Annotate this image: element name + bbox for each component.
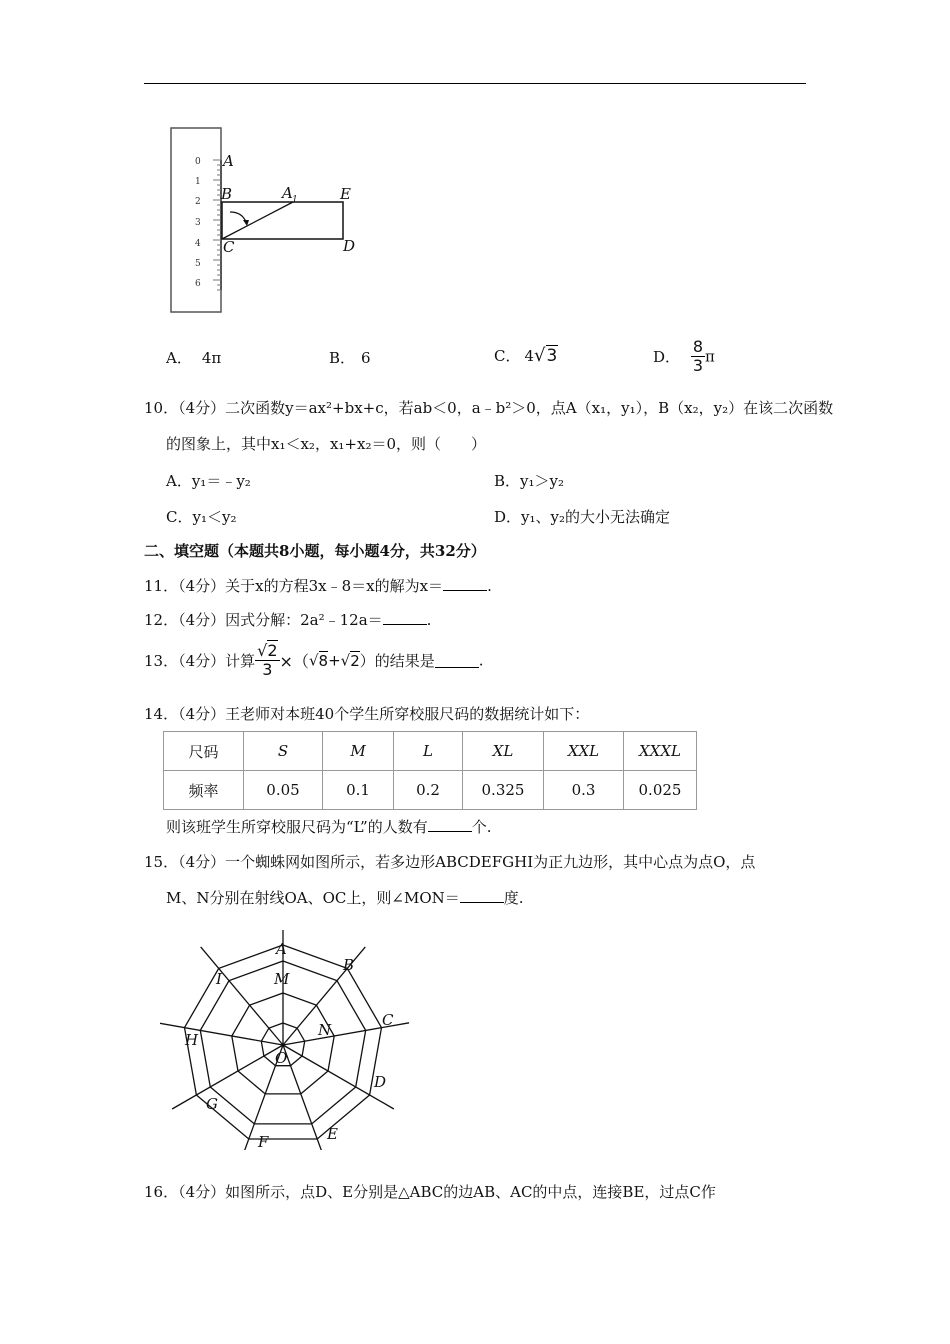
label-a: A xyxy=(223,152,234,170)
table-row xyxy=(164,732,697,771)
q9-option-a: A． 4π xyxy=(166,349,222,367)
table-cell: 0.025 xyxy=(624,771,697,810)
q13: 13．（4分）计算 $\frac{√2}{3}$ ×（√8+√2）的结果是 . xyxy=(144,641,484,679)
label-f: F xyxy=(258,1133,269,1150)
q10-option-c: C．y₁＜y₂ xyxy=(166,508,237,526)
q9-option-d: D． $\frac{8}{3}$ π xyxy=(653,337,715,375)
label-b: B xyxy=(343,956,355,974)
table-cell: 0.3 xyxy=(544,771,624,810)
label-c: C xyxy=(223,238,235,256)
q15-line2: M、N分别在射线OA、OC上，则∠MON＝ 度. xyxy=(166,889,524,907)
label-b: B xyxy=(221,185,233,203)
ruler-rectangle-figure xyxy=(160,120,390,320)
table-cell: XXL xyxy=(544,732,624,771)
label-a1-sub: 1 xyxy=(292,195,298,205)
label-g: G xyxy=(206,1095,218,1113)
label-a: A xyxy=(276,940,287,958)
label-a1: A xyxy=(282,184,293,202)
tick-label-0: 0 xyxy=(195,157,201,167)
size-frequency-table xyxy=(163,731,697,810)
header-rule xyxy=(144,83,806,84)
table-row xyxy=(164,771,697,810)
table-cell: L xyxy=(394,732,463,771)
table-cell: S xyxy=(244,732,323,771)
table-cell: XL xyxy=(463,732,544,771)
q10-line2: 的图象上，其中x₁＜x₂，x₁+x₂＝0，则（ ） xyxy=(166,435,487,453)
tick-label-3: 3 xyxy=(195,218,201,228)
label-c: C xyxy=(382,1011,394,1029)
label-h: H xyxy=(185,1031,199,1049)
label-m: M xyxy=(274,970,290,988)
q10-option-b: B．y₁＞y₂ xyxy=(494,472,564,490)
table-cell: XXXL xyxy=(624,732,697,771)
tick-label-1: 1 xyxy=(195,177,201,187)
q14-stem: 14．（4分）王老师对本班40个学生所穿校服尺码的数据统计如下： xyxy=(144,705,590,723)
label-d: D xyxy=(343,237,356,255)
table-cell: 0.05 xyxy=(244,771,323,810)
label-o: O xyxy=(275,1049,288,1067)
q10-line1: 10．（4分）二次函数y＝ax²+bx+c，若ab＜0，a﹣b²＞0，点A（x₁，y₁），B（x₂，y₂）在该二次函数 xyxy=(144,399,834,417)
web-ray xyxy=(283,1045,327,1150)
q11: 11．（4分）关于x的方程3x﹣8＝x的解为x＝ . xyxy=(144,577,492,595)
label-d: D xyxy=(374,1073,387,1091)
spider-web-figure xyxy=(160,930,420,1150)
table-cell: M xyxy=(323,732,394,771)
table-cell: 0.1 xyxy=(323,771,394,810)
q15-line1: 15．（4分）一个蜘蛛网如图所示，若多边形ABCDEFGHI为正九边形，其中心点为点O，点 xyxy=(144,853,756,871)
table-cell: 0.325 xyxy=(463,771,544,810)
q12: 12．（4分）因式分解：2a²﹣12a＝ . xyxy=(144,611,432,629)
q16-line1: 16．（4分）如图所示，点D、E分别是△ABC的边AB、AC的中点，连接BE，过点C作 xyxy=(144,1183,716,1201)
label-n: N xyxy=(318,1021,332,1039)
ruler-tick-labels xyxy=(195,157,201,289)
table-cell: 尺码 xyxy=(164,732,244,771)
q10-option-a: A．y₁＝﹣y₂ xyxy=(166,472,251,490)
table-cell: 频率 xyxy=(164,771,244,810)
tick-label-2: 2 xyxy=(195,197,201,207)
tick-label-4: 4 xyxy=(195,239,201,249)
q14-after: 则该班学生所穿校服尺码为“L”的人数有 个. xyxy=(166,818,492,836)
label-i: I xyxy=(216,970,222,988)
label-e: E xyxy=(340,185,351,203)
section-title: 二、填空题（本题共8小题，每小题4分，共32分） xyxy=(144,542,486,560)
q9-option-c: C． 4√3 xyxy=(494,345,558,366)
diagonal-ca1 xyxy=(222,202,293,239)
q9-option-b: B． 6 xyxy=(329,349,371,367)
tick-label-5: 5 xyxy=(195,259,201,269)
table-cell: 0.2 xyxy=(394,771,463,810)
web-ray xyxy=(201,947,283,1045)
q10-option-d: D．y₁、y₂的大小无法确定 xyxy=(494,508,671,526)
label-e: E xyxy=(327,1125,338,1143)
web-ray xyxy=(160,1023,283,1045)
tick-label-6: 6 xyxy=(195,279,201,289)
